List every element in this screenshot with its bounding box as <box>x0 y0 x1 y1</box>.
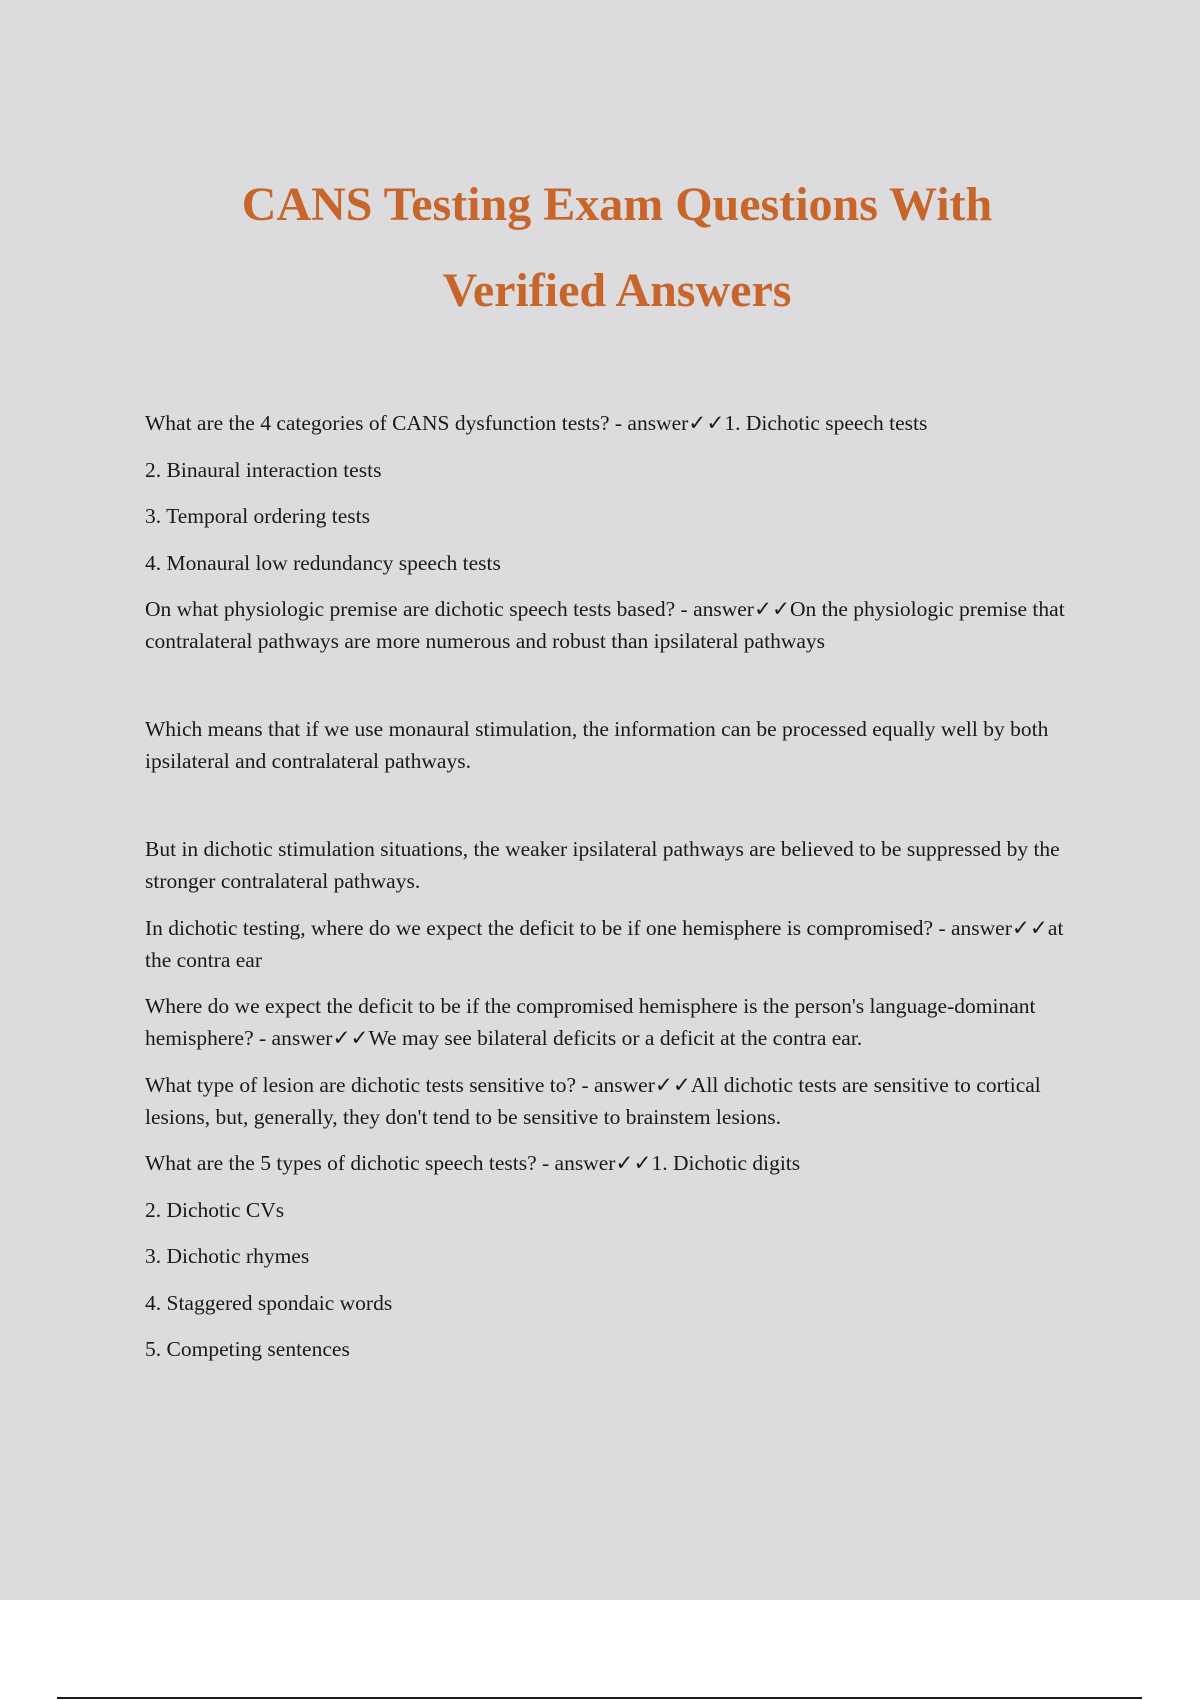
qa-question-5: What type of lesion are dichotic tests sensitive to? - answer✓✓All dichotic tests are sensitive to cortical lesions, but, generally, they don't tend to be sensitive to brainstem lesions. <box>145 1072 1041 1129</box>
document-title <box>0 162 1200 334</box>
list-item: 4. Monaural low redundancy speech tests <box>145 550 501 575</box>
list-item: 2. Binaural interaction tests <box>145 457 382 482</box>
document-body <box>145 407 1095 1365</box>
qa-question-4: Where do we expect the deficit to be if the compromised hemisphere is the person's language-dominant hemisphere? - answer✓✓We may see bilateral deficits or a deficit at the contra ear. <box>145 994 1036 1050</box>
list-item: 3. Temporal ordering tests <box>145 504 370 528</box>
qa-question-6: What are the 5 types of dichotic speech tests? - answer✓✓1. Dichotic digits <box>145 1151 801 1175</box>
list-item: 5. Competing sentences <box>145 1337 350 1361</box>
answer-paragraph: But in dichotic stimulation situations, the weaker ipsilateral pathways are believed to be suppressed by the stronger contralateral pathways. <box>145 837 1060 893</box>
list-item: 4. Staggered spondaic words <box>145 1290 393 1315</box>
answer-paragraph: Which means that if we use monaural stimulation, the information can be processed equally well by both ipsilateral and contralateral pathways. <box>145 717 1049 773</box>
qa-question-2: On what physiologic premise are dichotic speech tests based? - answer✓✓On the physiologic premise that contralateral pathways are more numerous and robust than ipsilateral pathways <box>145 597 1065 653</box>
qa-question-3: In dichotic testing, where do we expect the deficit to be if one hemisphere is compromised? - answer✓✓at the contra ear <box>145 915 1064 972</box>
qa-question-1: What are the 4 categories of CANS dysfunction tests? - answer✓✓1. Dichotic speech tests <box>145 411 928 435</box>
list-item: 3. Dichotic rhymes <box>145 1244 310 1268</box>
list-item: 2. Dichotic CVs <box>145 1197 285 1222</box>
title-line-1: CANS Testing Exam Questions With <box>241 178 993 231</box>
title-line-2: Verified Answers <box>442 264 792 317</box>
page-divider-line <box>57 1697 1142 1699</box>
